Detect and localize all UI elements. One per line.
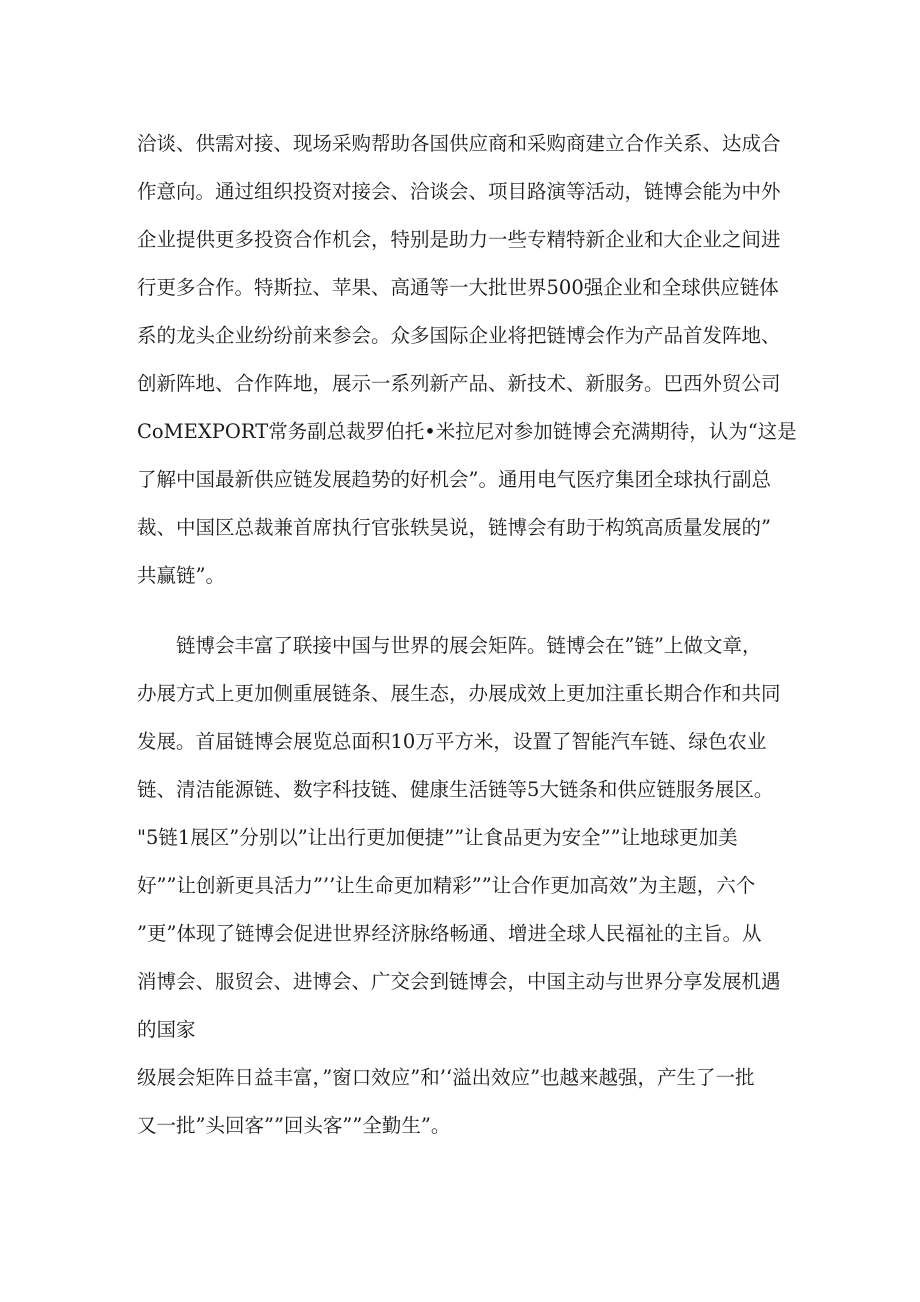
paragraph-line: 行更多合作。特斯拉、苹果、高通等一大批世界500强企业和全球供应链体 <box>137 276 779 299</box>
paragraph-line: 链、清洁能源链、数字科技链、健康生活链等5大链条和供应链服务展区。 <box>137 778 774 801</box>
paragraph-line: 好””让创新更具活力”’’让生命更加精彩””让合作更加高效”为主题，六个 <box>137 874 756 897</box>
paragraph-line: ”更”体现了链博会促进世界经济脉络畅通、增进全球人民福祉的主旨。从 <box>137 922 762 945</box>
paragraph-2 <box>137 622 797 1150</box>
paragraph-line: 共赢链”。 <box>137 564 225 587</box>
paragraph-line: 发展。首届链博会展览总面积10万平方米，设置了智能汽车链、绿色农业 <box>137 730 767 753</box>
paragraph-1 <box>137 120 797 600</box>
paragraph-line: 企业提供更多投资合作机会，特别是助力一些专精特新企业和大企业之间进 <box>137 228 781 251</box>
paragraph-line: CoMEXPORT常务副总裁罗伯托•米拉尼对参加链博会充满期待，认为“这是 <box>137 420 797 443</box>
paragraph-line: 又一批”头回客””回头客””全勤生”。 <box>137 1114 451 1137</box>
paragraph-line: 作意向。通过组织投资对接会、洽谈会、项目路演等活动，链博会能为中外 <box>137 180 781 203</box>
paragraph-line: 办展方式上更加侧重展链条、展生态，办展成效上更加注重长期合作和共同 <box>137 682 781 705</box>
paragraph-line: 了解中国最新供应链发展趋势的好机会”。通用电气医疗集团全球执行副总 <box>137 468 771 491</box>
paragraph-line: 级展会矩阵日益丰富，”窗口效应”和’‘溢出效应”也越来越强，产生了一批 <box>137 1066 755 1089</box>
paragraph-line: "5链1展区”分别以”让出行更加便捷””让食品更为安全””让地球更加美 <box>137 826 738 849</box>
paragraph-line: 洽谈、供需对接、现场采购帮助各国供应商和采购商建立合作关系、达成合 <box>137 132 781 155</box>
paragraph-line: 裁、中国区总裁兼首席执行官张轶昊说，链博会有助于构筑高质量发展的” <box>137 516 771 539</box>
paragraph-line: 消博会、服贸会、进博会、广交会到链博会，中国主动与世界分享发展机遇 <box>137 970 781 993</box>
paragraph-line: 系的龙头企业纷纷前来参会。众多国际企业将把链博会作为产品首发阵地、 <box>137 324 781 347</box>
paragraph-line: 链博会丰富了联接中国与世界的展会矩阵。链博会在”链”上做文章， <box>176 634 762 657</box>
paragraph-line: 的国家 <box>137 1018 196 1041</box>
paragraph-line: 创新阵地、合作阵地，展示一系列新产品、新技术、新服务。巴西外贸公司 <box>137 372 781 395</box>
